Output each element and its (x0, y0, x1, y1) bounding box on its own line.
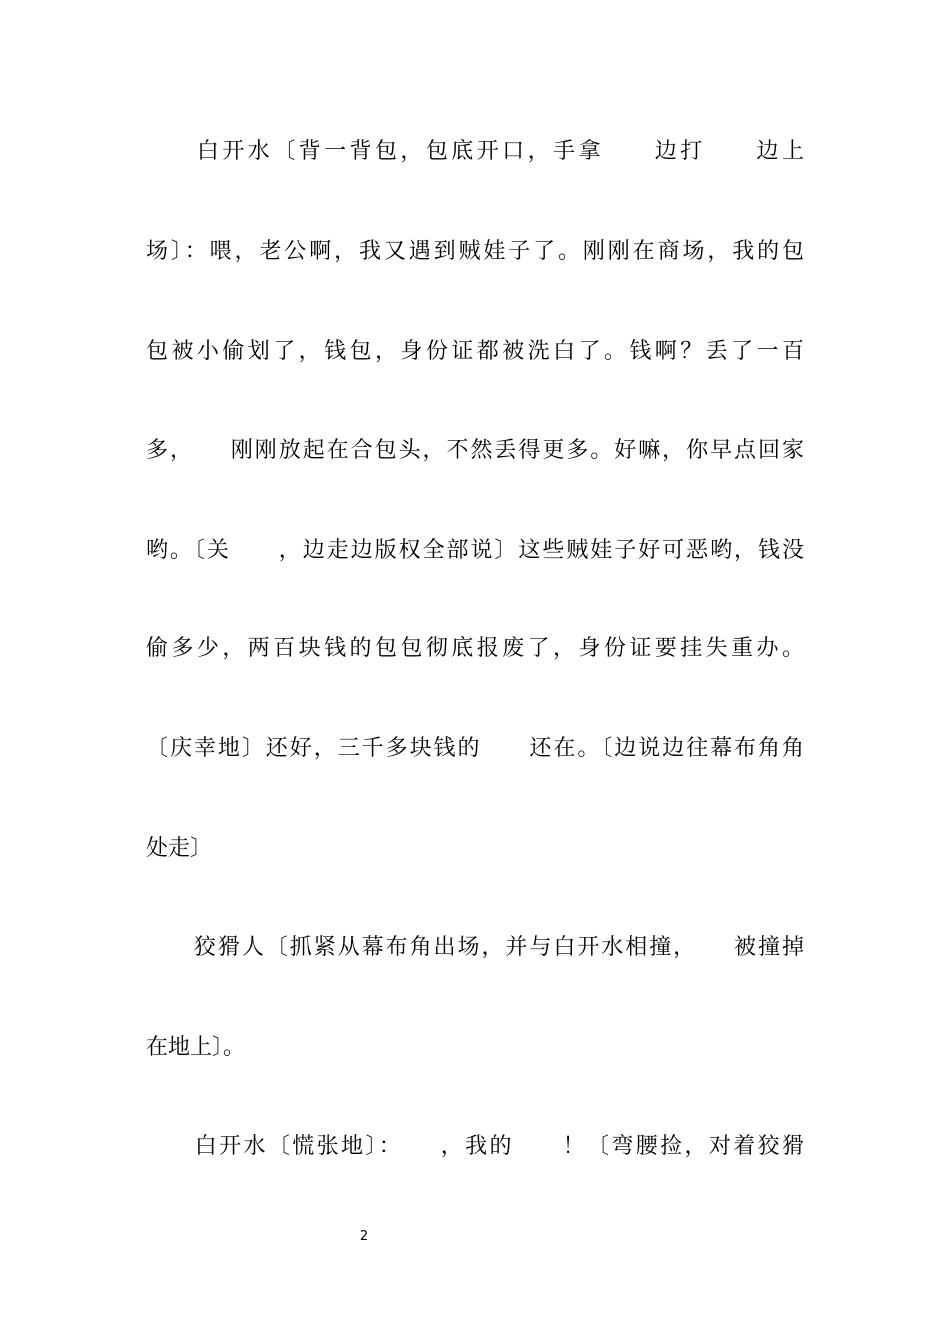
text-line-5: 哟。〔关 ，边走边版权全部说〕这些贼娃子好可恶哟，钱没 (146, 538, 804, 563)
text-line-8: 处走〕 (146, 836, 213, 861)
text-line-9: 狡猾人〔抓紧从幕布角出场，并与白开水相撞， 被撞掉 (146, 935, 804, 960)
text-line-7: 〔庆幸地〕还好，三千多块钱的 还在。〔边说边往幕布角角 (146, 736, 804, 761)
text-line-6: 偷多少，两百块钱的包包彻底报废了，身份证要挂失重办。 (146, 636, 804, 661)
text-line-2: 场〕：喂，老公啊，我又遇到贼娃子了。刚刚在商场，我的包 (146, 239, 804, 264)
text-line-1: 白开水〔背一背包，包底开口，手拿 边打 边上 (146, 139, 804, 164)
page-number: 2 (359, 1229, 369, 1244)
text-line-10: 在地上〕。 (146, 1035, 246, 1060)
text-line-11: 白开水〔慌张地〕： ，我的 ！〔弯腰捡，对着狡猾 (146, 1134, 804, 1159)
text-line-3: 包被小偷划了，钱包，身份证都被洗白了。钱啊？丢了一百 (146, 339, 804, 364)
text-line-4: 多， 刚刚放起在合包头，不然丢得更多。好嘛，你早点回家 (146, 438, 804, 463)
